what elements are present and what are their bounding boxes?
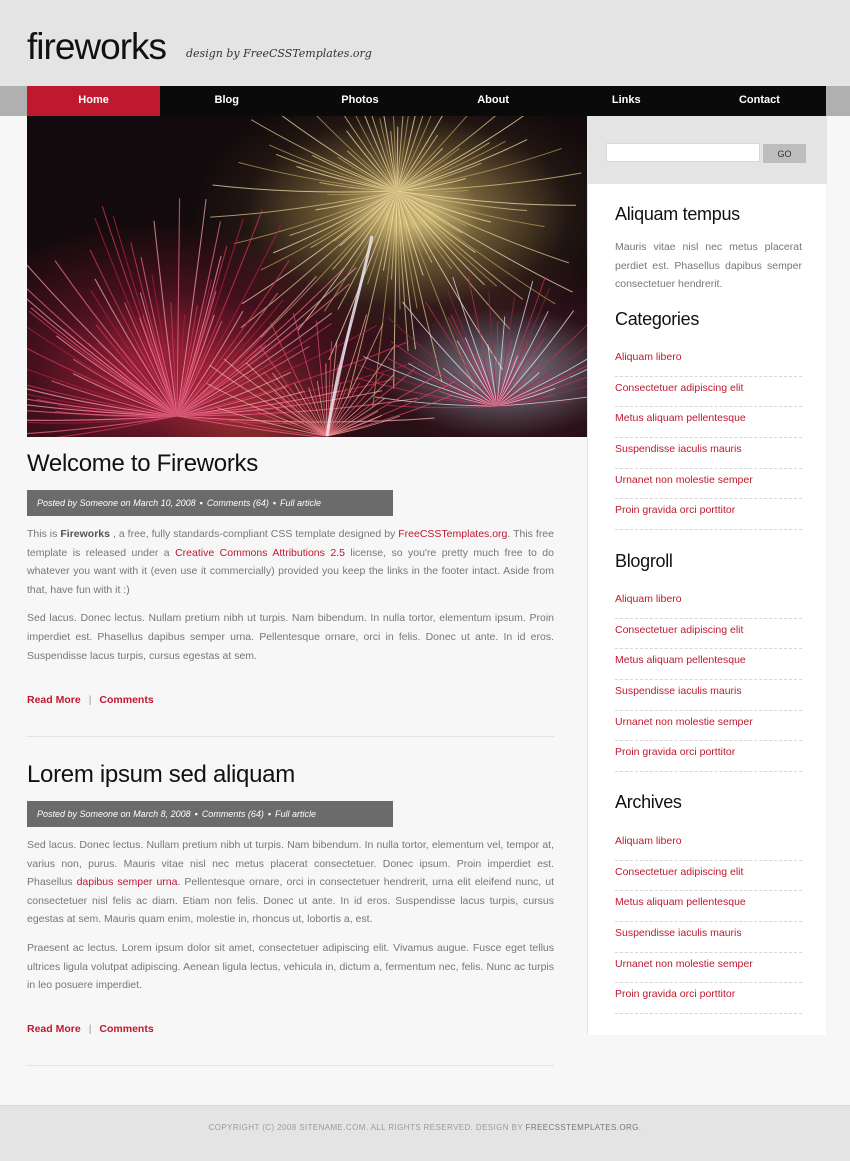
list-item [615, 588, 802, 619]
post-meta: Posted by Someone on March 8, 2008 ▪ Comments (64) ▪ Full article [27, 801, 393, 827]
footer-design-link[interactable]: FREECSSTEMPLATES.ORG [525, 1123, 639, 1132]
category-link[interactable]: Consectetuer adipiscing elit [615, 381, 744, 394]
archive-link[interactable]: Urnanet non molestie semper [615, 957, 753, 970]
post-meta: Posted by Someone on March 10, 2008 ▪ Comments (64) ▪ Full article [27, 490, 393, 516]
category-link[interactable]: Suspendisse iaculis mauris [615, 443, 742, 456]
sidebar-about-title: Aliquam tempus [615, 204, 740, 224]
sidebar-categories-title: Categories [615, 309, 700, 329]
comments-link[interactable]: Comments [99, 1023, 154, 1035]
creative-commons-link[interactable]: Creative Commons Attributions 2.5 [175, 546, 345, 559]
site-logo-subtitle: design by FreeCSSTemplates.org [186, 47, 372, 60]
menu-item-blog[interactable]: Blog [214, 94, 239, 106]
brand-name: Fireworks [60, 528, 110, 540]
sidebar-archives-title: Archives [615, 792, 682, 812]
list-item [615, 649, 802, 680]
list-item [615, 891, 802, 922]
blogroll-list [615, 588, 802, 772]
list-item [615, 741, 802, 772]
blogroll-link[interactable]: Proin gravida orci porttitor [615, 746, 736, 759]
post-body [27, 836, 554, 1005]
list-item [615, 983, 802, 1014]
menu-item-photos[interactable]: Photos [341, 94, 379, 106]
list-item [615, 377, 802, 408]
blogroll-link[interactable]: Urnanet non molestie semper [615, 715, 753, 728]
post-paragraph: This is Fireworks , a free, fully standards-compliant CSS template designed by FreeCSSTemplates.org. This free template is released under a Creative Commons Attributions 2.5 license, so you're pretty much free to do whatever you want with it (even use it commercially) provided you keep the links in the footer intact. Aside from that, have fun with it :) [27, 528, 554, 596]
post-title[interactable]: Lorem ipsum sed aliquam [27, 761, 295, 788]
archive-link[interactable]: Aliquam libero [615, 835, 682, 847]
list-item [615, 953, 802, 984]
post-body [27, 525, 554, 675]
post-links: Read More | Comments [27, 694, 154, 706]
list-item [615, 680, 802, 711]
post-meta-comments[interactable]: Comments (64) [201, 809, 264, 819]
menu-item-contact[interactable]: Contact [738, 94, 780, 106]
blogroll-link[interactable]: Suspendisse iaculis mauris [615, 685, 742, 698]
archive-link[interactable]: Consectetuer adipiscing elit [615, 865, 744, 878]
fireworks-hero-image [27, 116, 587, 437]
archive-link[interactable]: Metus aliquam pellentesque [615, 896, 746, 909]
post-paragraph: Praesent ac lectus. Lorem ipsum dolor sit amet, consectetuer adipiscing elit. Vivamus augue. Fusce eget tellus ultrices ligula volutpat adipiscing. Aenean ligula lectus, vehicula in, dictum a, fermentum nec, felis. Nunc ac turpis in leo posuere imperdiet. [27, 941, 554, 992]
menu-item-home[interactable]: Home [27, 86, 160, 116]
menu-item-links[interactable]: Links [611, 94, 641, 106]
list-item [615, 499, 802, 530]
categories-list [615, 346, 802, 530]
archive-link[interactable]: Proin gravida orci porttitor [615, 988, 736, 1001]
post-title[interactable]: Welcome to Fireworks [27, 450, 258, 477]
category-link[interactable]: Metus aliquam pellentesque [615, 412, 746, 425]
post-meta-full-article[interactable]: Full article [280, 498, 322, 508]
post-divider [27, 1065, 554, 1066]
archives-list [615, 830, 802, 1014]
blogroll-link[interactable]: Aliquam libero [615, 593, 682, 605]
post-meta-posted: Posted by Someone on March 8, 2008 [37, 809, 191, 819]
read-more-link[interactable]: Read More [27, 1023, 81, 1035]
post-welcome [27, 450, 554, 706]
list-item [615, 346, 802, 377]
list-item [615, 469, 802, 500]
category-link[interactable]: Proin gravida orci porttitor [615, 504, 736, 517]
post-paragraph: Sed lacus. Donec lectus. Nullam pretium nibh ut turpis. Nam bibendum. In nulla tortor, elementum vel, tempor at, varius non, purus. Mauris vitae nisl nec metus placerat consectetuer. Donec ipsum. Proin imperdiet est. Phasellus dapibus semper urna. Pellentesque ornare, orci in consectetuer hendrerit, urna elit eleifend nunc, ut consectetuer nisl felis ac diam. Etiam non felis. Donec ut ante. In id eros. Suspendisse lacus turpis, cursus egestas at sem. Mauris quam enim, molestie in, rhoncus ut, lobortis a, est. [27, 839, 555, 926]
footer-copyright: COPYRIGHT (C) 2008 SITENAME.COM. ALL RIGHTS RESERVED. DESIGN BY [208, 1123, 526, 1132]
list-item [615, 922, 802, 953]
search-input[interactable] [606, 143, 760, 162]
archive-link[interactable]: Suspendisse iaculis mauris [615, 927, 742, 940]
site-logo-title[interactable]: fireworks [27, 26, 167, 67]
post-meta-full-article[interactable]: Full article [275, 809, 317, 819]
site-footer: COPYRIGHT (C) 2008 SITENAME.COM. ALL RIGHTS RESERVED. DESIGN BY FREECSSTEMPLATES.ORG. [0, 1105, 850, 1161]
category-link[interactable]: Aliquam libero [615, 351, 682, 363]
blogroll-link[interactable]: Metus aliquam pellentesque [615, 654, 746, 667]
freecsstemplates-link[interactable]: FreeCSSTemplates.org [398, 528, 508, 540]
post-divider [27, 736, 554, 737]
menu-item-about[interactable]: About [477, 94, 509, 106]
category-link[interactable]: Urnanet non molestie semper [615, 473, 753, 486]
post-lorem [27, 761, 555, 1035]
fireworks-illustration [27, 116, 587, 437]
sidebar-blogroll-title: Blogroll [615, 551, 673, 571]
sidebar [587, 116, 826, 1035]
comments-link[interactable]: Comments [99, 694, 154, 706]
search-go-button[interactable]: GO [763, 144, 806, 163]
post-paragraph: Sed lacus. Donec lectus. Nullam pretium nibh ut turpis. Nam bibendum. In nulla tortor, elementum ipsum. Proin imperdiet est. Phasellus dapibus semper urna. Pellentesque ornare, orci in felis. Donec ut ante. In id eros. Suspendisse lacus turpis, cursus egestas at sem. [27, 612, 554, 662]
list-item [615, 619, 802, 650]
read-more-link[interactable]: Read More [27, 694, 81, 706]
list-item [615, 407, 802, 438]
list-item [615, 861, 802, 892]
post-meta-posted: Posted by Someone on March 10, 2008 [37, 498, 196, 508]
main-menu [27, 86, 826, 116]
post-links: Read More | Comments [27, 1023, 154, 1035]
search-box [588, 116, 827, 184]
post-meta-comments[interactable]: Comments (64) [206, 498, 269, 508]
sidebar-about-text: Mauris vitae nisl nec metus placerat perdiet est. Phasellus dapibus semper consectetuer hendrerit. [615, 241, 802, 290]
list-item [615, 830, 802, 861]
dapibus-link[interactable]: dapibus semper urna [76, 876, 178, 889]
list-item [615, 711, 802, 742]
site-header [0, 0, 850, 86]
list-item [615, 438, 802, 469]
blogroll-link[interactable]: Consectetuer adipiscing elit [615, 623, 744, 636]
